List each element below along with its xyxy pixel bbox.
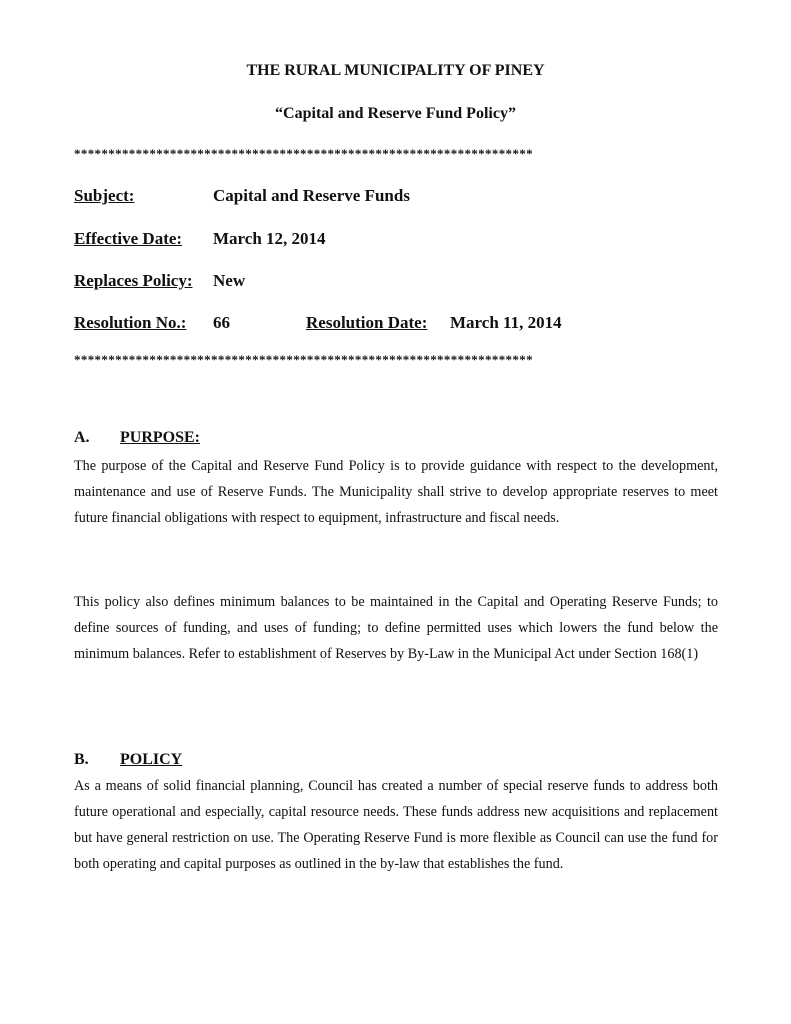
replaces-policy-label: Replaces Policy: — [74, 271, 193, 290]
purpose-paragraph-2: This policy also defines minimum balances to be maintained in the Capital and Operating Reserve Funds; to define sources of funding, and uses of funding; to define permitted uses which lowers the fund below the minimum balances. Refer to establishment of Reserves by By-Law in the Municipal Act under Section 168(1) — [74, 594, 718, 662]
separator-bottom: ******************************************************************* — [74, 352, 533, 367]
resolution-date-value: March 11, 2014 — [450, 313, 562, 332]
separator-top: ******************************************************************* — [74, 146, 533, 161]
subject-label: Subject: — [74, 186, 135, 205]
purpose-title: PURPOSE: — [120, 429, 200, 446]
purpose-paragraph-1: The purpose of the Capital and Reserve Fund Policy is to provide guidance with respect to the development, maintenance and use of Reserve Funds. The Municipality shall strive to develop appropriate reserves to meet future financial obligations with respect to equipment, infrastructure and fiscal needs. — [74, 458, 718, 526]
effective-date-label: Effective Date: — [74, 229, 183, 248]
resolution-no-label: Resolution No.: — [74, 313, 187, 332]
resolution-date-label: Resolution Date: — [306, 313, 428, 332]
policy-paragraph-1: As a means of solid financial planning, Council has created a number of special reserve funds to address both future operational and especially, capital resource needs. These funds address new acquisitions and replacement but have general restriction on use. The Operating Reserve Fund is more flexible as Council can use the fund for both operating and capital purposes as outlined in the by-law that establishes the fund. — [74, 778, 718, 872]
effective-date-value: March 12, 2014 — [213, 229, 326, 248]
resolution-no-value: 66 — [213, 313, 230, 332]
policy-title-heading: POLICY — [120, 751, 183, 768]
purpose-letter: A. — [74, 429, 90, 446]
policy-title: “Capital and Reserve Fund Policy” — [275, 105, 516, 122]
municipality-heading: THE RURAL MUNICIPALITY OF PINEY — [246, 62, 545, 79]
replaces-policy-value: New — [213, 271, 246, 290]
subject-value: Capital and Reserve Funds — [213, 186, 410, 205]
policy-letter: B. — [74, 751, 89, 768]
